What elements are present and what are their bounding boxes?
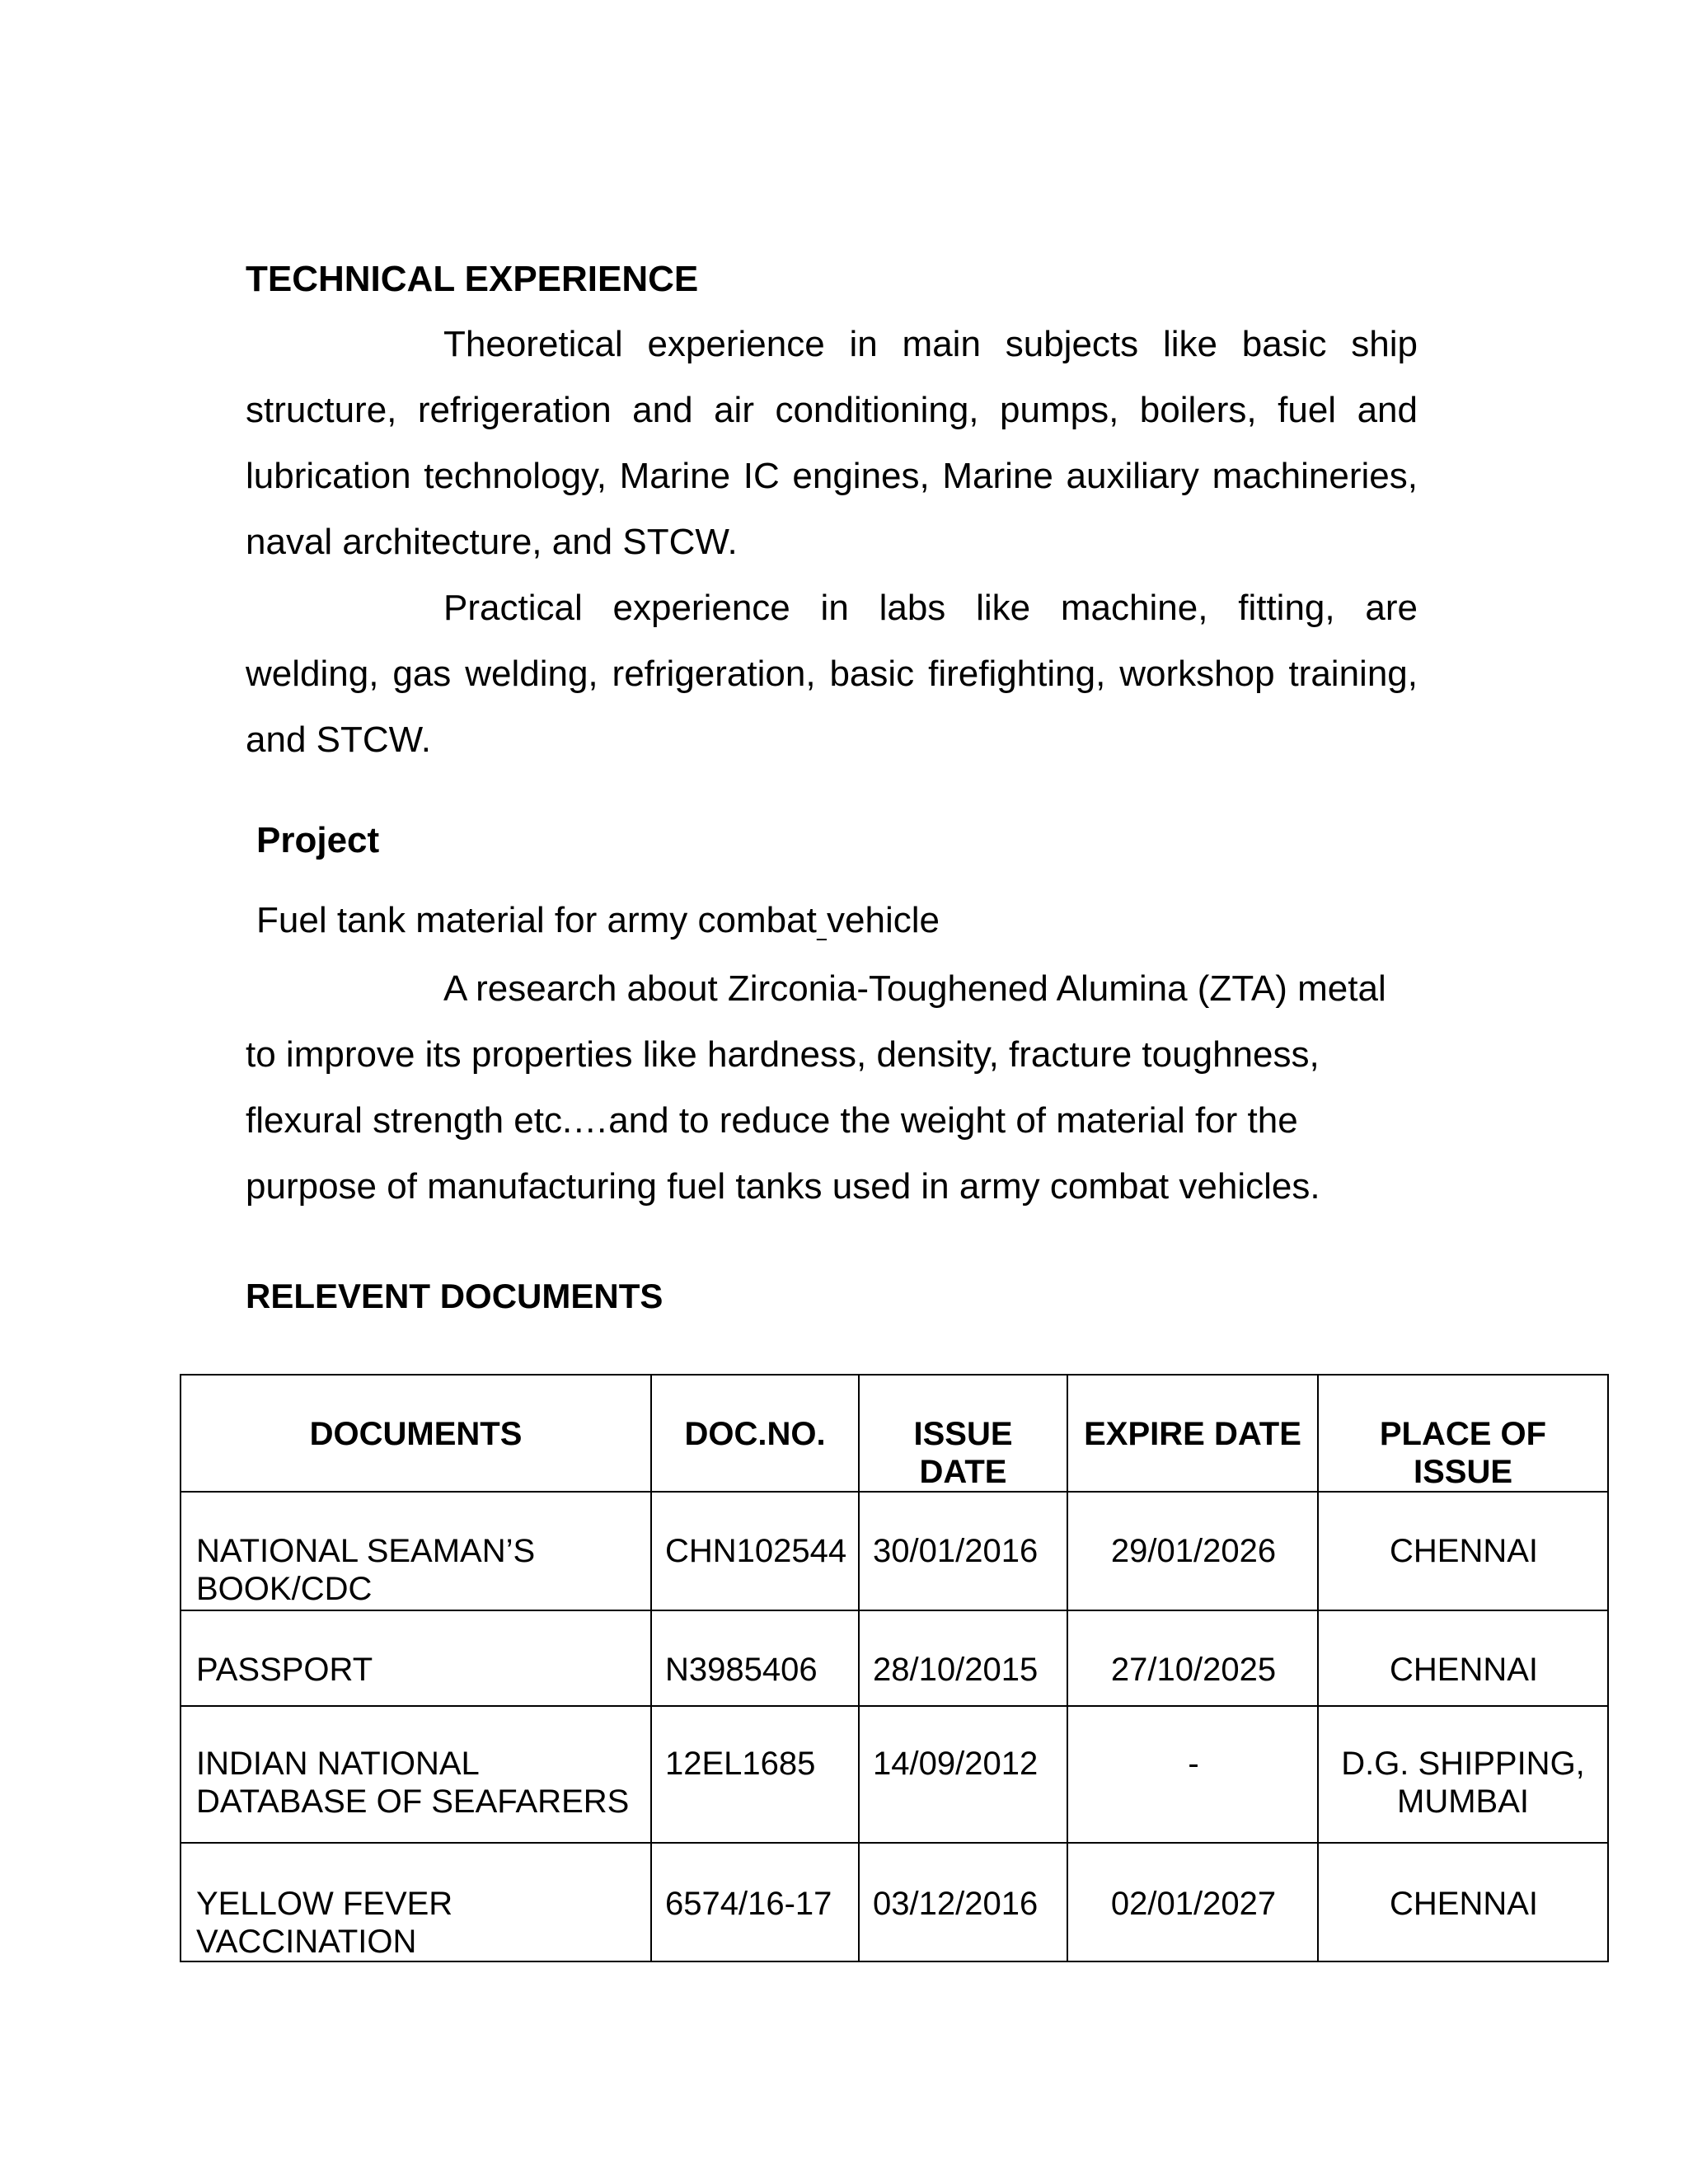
cell-issue-date: 30/01/2016 (859, 1492, 1067, 1610)
cell-expire-date: 27/10/2025 (1067, 1610, 1318, 1706)
cell-issue-date: 03/12/2016 (859, 1843, 1067, 1961)
column-header-expire-date: EXPIRE DATE (1067, 1375, 1318, 1492)
cell-expire-date: 29/01/2026 (1067, 1492, 1318, 1610)
technical-experience-heading: TECHNICAL EXPERIENCE (246, 259, 699, 299)
cell-place-of-issue: CHENNAI (1318, 1610, 1608, 1706)
column-header-doc-no: DOC.NO. (651, 1375, 859, 1492)
project-title-part-1: Fuel tank material for army combat (256, 900, 817, 940)
project-title-underscore (817, 900, 827, 940)
cell-expire-date: - (1067, 1706, 1318, 1843)
practical-experience-paragraph: Practical experience in labs like machine, fitting, are welding, gas welding, refrigeration, basic firefighting, workshop training, and STCW. (246, 588, 1418, 760)
cell-place-of-issue: CHENNAI (1318, 1843, 1608, 1961)
cell-document: YELLOW FEVER VACCINATION (181, 1843, 651, 1961)
theoretical-experience-paragraph: Theoretical experience in main subjects like basic ship structure, refrigeration and air conditioning, pumps, boilers, fuel and lubrication technology, Marine IC engines, Marine auxiliary machineries, naval architecture, and STCW. (246, 324, 1418, 562)
cell-issue-date: 14/09/2012 (859, 1706, 1067, 1843)
cell-doc-no: 6574/16-17 (651, 1843, 859, 1961)
column-header-place-of-issue: PLACE OF ISSUE (1318, 1375, 1608, 1492)
project-title (256, 898, 940, 944)
cell-doc-no: 12EL1685 (651, 1706, 859, 1843)
column-header-issue-date: ISSUE DATE (859, 1375, 1067, 1492)
table-row (181, 1610, 1608, 1706)
project-description: A research about Zirconia-Toughened Alumina (ZTA) metal to improve its properties like hardness, density, fracture toughness, flexural strength etc.…and to reduce the weight of material for the purpose of manufacturing fuel tanks used in army combat vehicles. (246, 968, 1386, 1207)
cell-doc-no: N3985406 (651, 1610, 859, 1706)
project-heading: Project (256, 820, 380, 860)
cell-document: NATIONAL SEAMAN’S BOOK/CDC (181, 1492, 651, 1610)
cell-place-of-issue: CHENNAI (1318, 1492, 1608, 1610)
cell-document: PASSPORT (181, 1610, 651, 1706)
project-title-part-2: vehicle (827, 900, 940, 940)
cell-expire-date: 02/01/2027 (1067, 1843, 1318, 1961)
cell-place-of-issue: D.G. SHIPPING, MUMBAI (1318, 1706, 1608, 1843)
table-header-row (181, 1375, 1608, 1492)
column-header-documents: DOCUMENTS (181, 1375, 651, 1492)
cell-document: INDIAN NATIONAL DATABASE OF SEAFARERS (181, 1706, 651, 1843)
cell-issue-date: 28/10/2015 (859, 1610, 1067, 1706)
table-row (181, 1706, 1608, 1843)
documents-table (180, 1374, 1609, 1962)
relevent-documents-heading: RELEVENT DOCUMENTS (246, 1277, 663, 1315)
table-row (181, 1492, 1608, 1610)
table-row (181, 1843, 1608, 1961)
cell-doc-no: CHN102544 (651, 1492, 859, 1610)
